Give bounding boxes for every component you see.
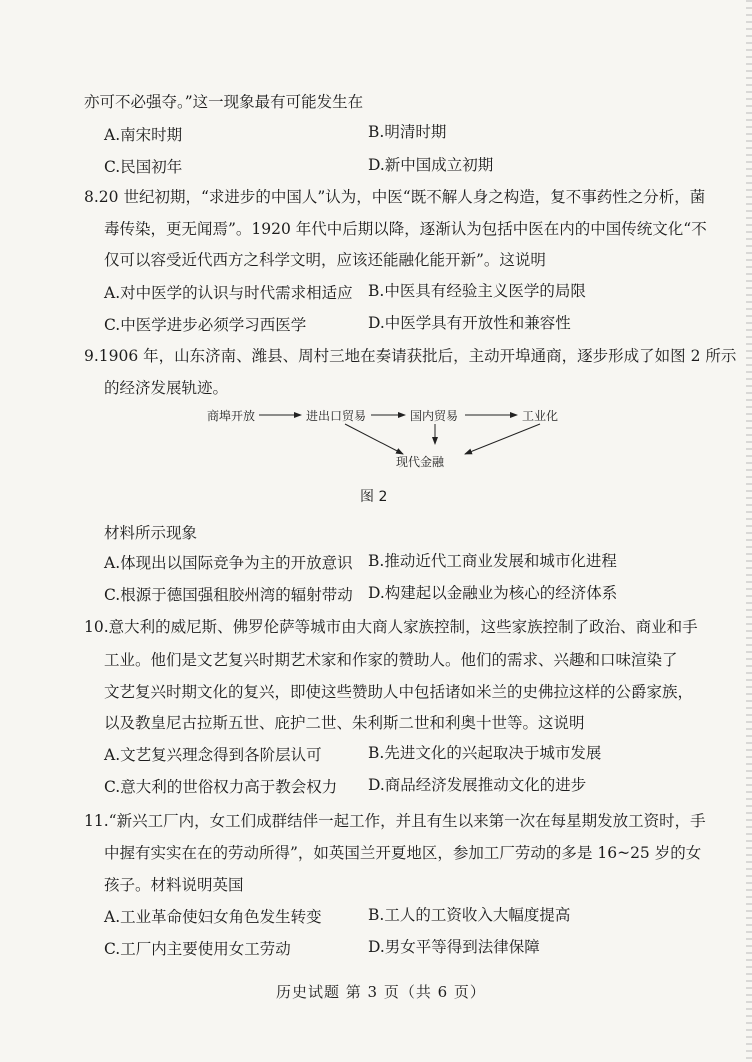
q10-stem-line-1: 10.意大利的威尼斯、佛罗伦萨等城市由大商人家族控制，这些家族控制了政治、商业和手 [84, 618, 698, 636]
q10-option-d: D.商品经济发展推动文化的进步 [368, 776, 587, 794]
q7-option-c: C.民国初年 [104, 158, 183, 176]
q8-stem-line-1: 8.20 世纪初期，“求进步的中国人”认为，中医“既不解人身之构造，复不事药性之分析，菌 [84, 188, 706, 206]
q9-stem-line-2: 的经济发展轨迹。 [104, 379, 229, 397]
diagram-node-domestic-trade: 国内贸易 [410, 409, 459, 423]
q7-option-d: D.新中国成立初期 [368, 156, 494, 174]
arrow-industry-to-finance [465, 424, 540, 454]
q8-stem-line-2: 毒传染，更无闻焉”。1920 年代中后期以降，逐渐认为包括中医在内的中国传统文化“不 [104, 220, 707, 238]
arrow-trade-to-finance [345, 424, 403, 454]
q11-stem-line-1: 11.“新兴工厂内，女工们成群结伴一起工作，并且有生以来第一次在每星期发放工资时，手 [84, 812, 706, 830]
q9-option-b: B.推动近代工商业发展和城市化进程 [368, 552, 617, 570]
q10-option-c: C.意大利的世俗权力高于教会权力 [104, 778, 338, 796]
q8-option-b: B.中医具有经验主义医学的局限 [368, 282, 586, 300]
q10-option-b: B.先进文化的兴起取决于城市发展 [368, 744, 602, 762]
q9-option-c: C.根源于德国强租胶州湾的辐射带动 [104, 586, 353, 604]
page-footer: 历史试题 第 3 页（共 6 页） [276, 983, 486, 1001]
q7-stem-tail: 亦可不必强夺。”这一现象最有可能发生在 [84, 93, 364, 111]
q9-option-a: A.体现出以国际竞争为主的开放意识 [104, 554, 353, 572]
q9-stem-line-1: 9.1906 年，山东济南、潍县、周村三地在奏请获批后，主动开埠通商，逐步形成了如图 2 所示 [84, 347, 737, 365]
q8-stem-line-3: 仅可以容受近代西方之科学文明，应该还能融化能开新”。这说明 [104, 251, 546, 269]
q10-stem-line-4: 以及教皇尼古拉斯五世、庇护二世、朱利斯二世和利奥十世等。这说明 [104, 714, 585, 732]
q8-option-d: D.中医学具有开放性和兼容性 [368, 314, 571, 332]
q11-option-a: A.工业革命使妇女角色发生转变 [104, 908, 322, 926]
scan-edge-noise [746, 0, 752, 1062]
q10-stem-line-2: 工业。他们是文艺复兴时期艺术家和作家的赞助人。他们的需求、兴趣和口味渲染了 [104, 651, 678, 669]
q11-option-b: B.工人的工资收入大幅度提高 [368, 906, 571, 924]
q11-option-d: D.男女平等得到法律保障 [368, 938, 540, 956]
q9-option-d: D.构建起以金融业为核心的经济体系 [368, 584, 618, 602]
q8-option-a: A.对中医学的认识与时代需求相适应 [104, 284, 353, 302]
diagram-node-import-export: 进出口贸易 [306, 409, 367, 423]
q7-option-b: B.明清时期 [368, 123, 447, 141]
figure-caption: 图 2 [360, 489, 388, 505]
diagram-node-port-opening: 商埠开放 [207, 409, 256, 423]
q11-stem-line-2: 中握有实实在在的劳动所得”，如英国兰开夏地区，参加工厂劳动的多是 16~25 岁的女 [104, 844, 702, 862]
q10-stem-line-3: 文艺复兴时期文化的复兴，即使这些赞助人中包括诸如米兰的史佛拉这样的公爵家族， [104, 683, 694, 701]
q7-option-a: A.南宋时期 [104, 126, 183, 144]
q8-option-c: C.中医学进步必须学习西医学 [104, 316, 307, 334]
q11-stem-line-3: 孩子。材料说明英国 [104, 876, 244, 894]
diagram-node-modern-finance: 现代金融 [396, 455, 445, 469]
diagram-node-industrialization: 工业化 [522, 409, 559, 423]
q10-option-a: A.文艺复兴理念得到各阶层认可 [104, 746, 322, 764]
economic-development-diagram [195, 402, 595, 477]
q9-question-stem: 材料所示现象 [104, 524, 198, 542]
q11-option-c: C.工厂内主要使用女工劳动 [104, 940, 291, 958]
